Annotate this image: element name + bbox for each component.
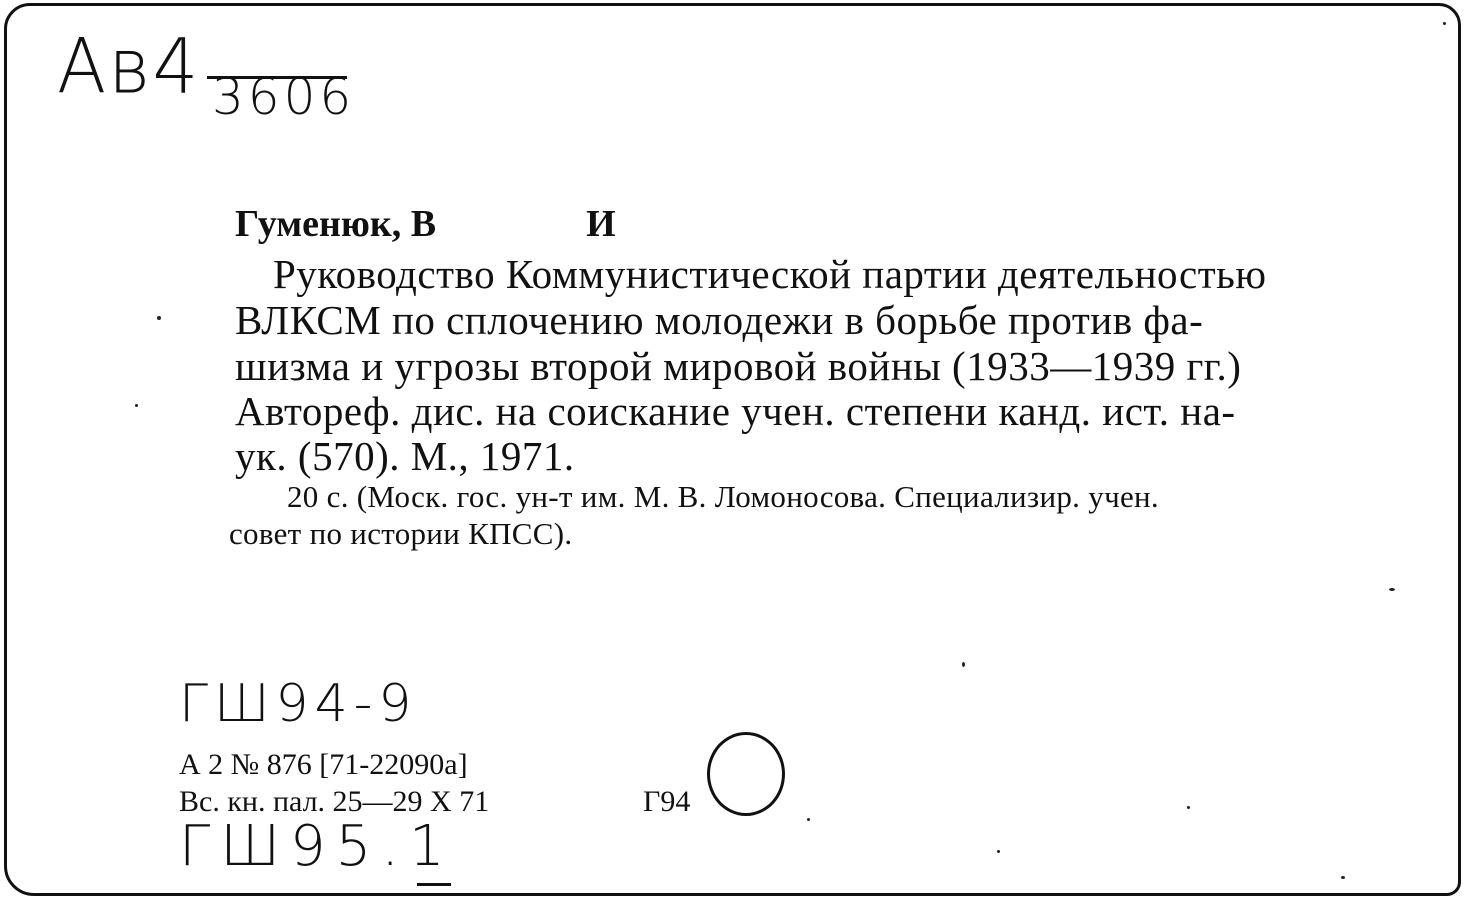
title-line-5: ук. (570). М., 1971. [235,433,575,479]
stamp-circle [707,732,785,816]
scan-speck [807,818,810,821]
scan-speck [962,662,965,667]
title-line-2: ВЛКСМ по сплочению молодежи в борьбе против фа- [235,297,1204,343]
catalog-card [4,3,1461,896]
call-number-subnumber: 3606 [212,68,356,126]
scan-speck [135,404,138,407]
imprint-code: Г94 [643,785,691,818]
author-heading [235,202,616,246]
title-line-1: Руководство Коммунистической партии деятельностью [273,251,1267,297]
shelf-mark-handwritten-2: ГШ95.1 [179,814,455,879]
title-line-3: шизма и угрозы второй мировой войны (1933—1939 гг.) [235,343,1242,389]
scan-speck [1389,588,1395,591]
scan-speck [157,316,161,320]
scan-speck [997,850,1000,853]
shelf-mark-handwritten-1: ГШ94-9 [179,674,418,734]
call-number-handwritten: Ав4 [57,21,201,111]
scan-speck [1443,22,1446,25]
scan-speck [1187,806,1190,809]
imprint-line-1: А 2 № 876 [71-22090а] [179,748,468,781]
title-line-4: Автореф. дис. на соискание учен. степени канд. ист. на- [235,388,1236,434]
collation-line-1: 20 с. (Моск. гос. ун-т им. М. В. Ломоносова. Специализир. учен. [287,479,1159,514]
imprint-line-2: Вс. кн. пал. 25—29 X 71 [179,785,490,818]
shelf-mark-underline [417,883,451,886]
scan-speck [1341,876,1345,879]
author-surname: Гуменюк, В [235,203,437,245]
collation-line-2: совет по истории КПСС). [229,516,573,551]
author-initial: И [586,203,616,245]
